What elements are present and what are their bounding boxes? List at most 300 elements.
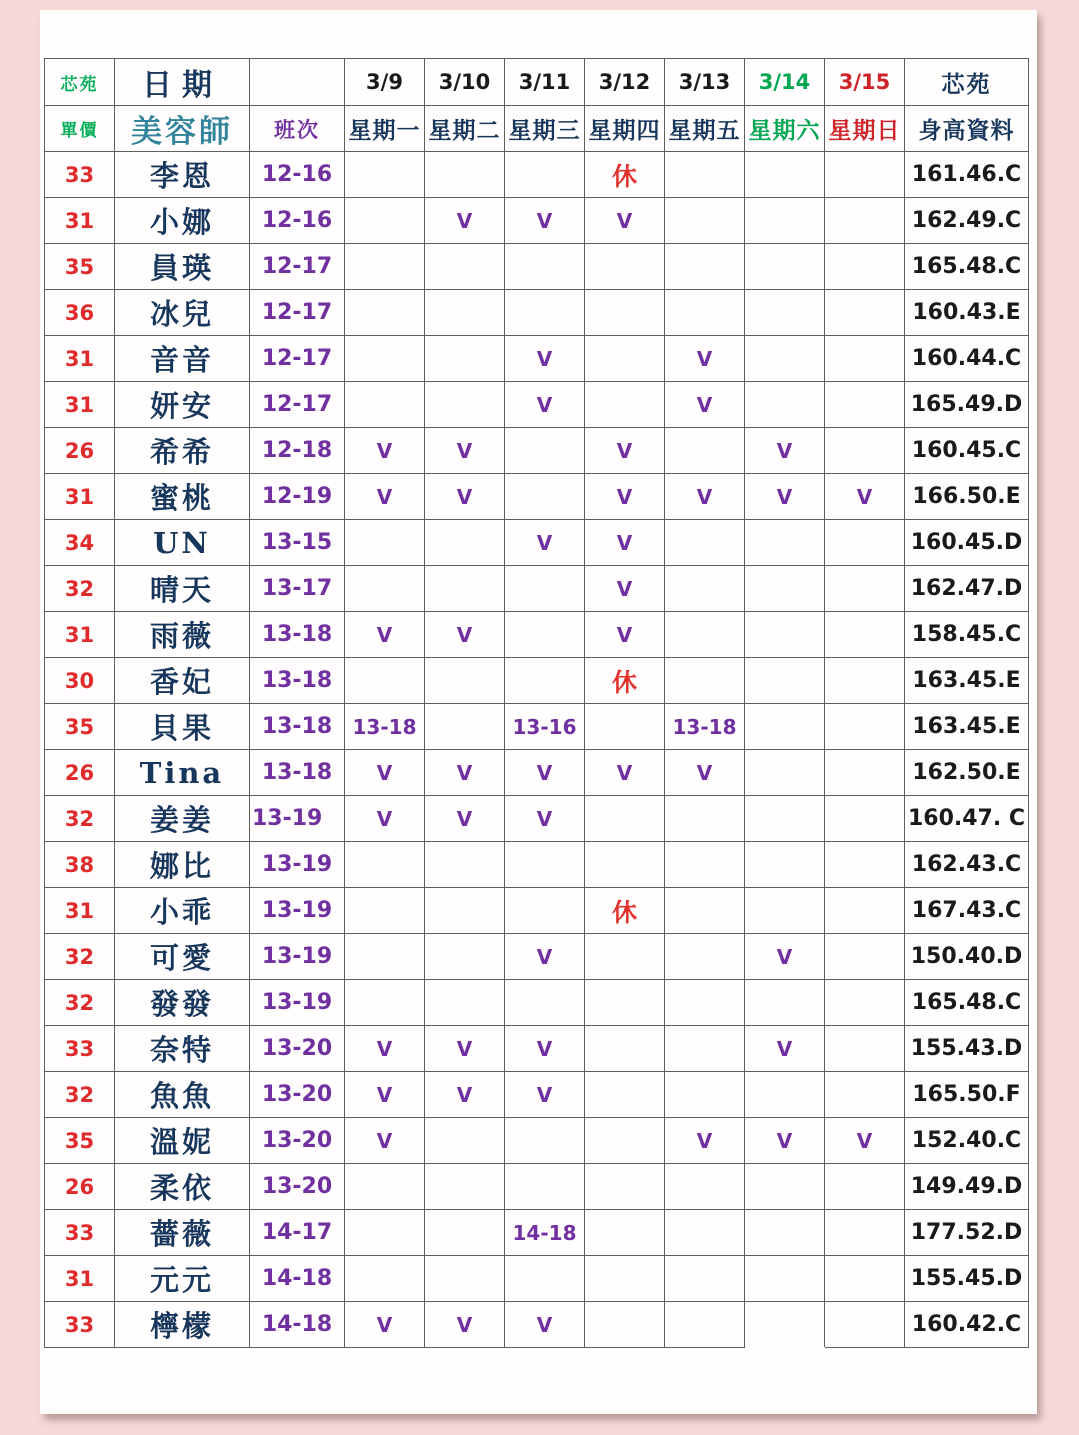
day-cell: V [505, 198, 585, 244]
height-data-cell: 163.45.E [905, 704, 1029, 750]
day-cell [665, 428, 745, 474]
price-cell: 30 [45, 658, 115, 704]
price-cell: 36 [45, 290, 115, 336]
corner-top-left-label: 芯苑 [45, 59, 115, 106]
beautician-name-cell: 奈特 [115, 1026, 250, 1072]
day-cell [745, 1164, 825, 1210]
day-cell: V [345, 428, 425, 474]
schedule-row [45, 842, 1029, 888]
day-cell [505, 428, 585, 474]
shift-cell: 12-17 [250, 382, 345, 428]
schedule-row [45, 474, 1029, 520]
day-cell: V [665, 1118, 745, 1164]
day-cell [585, 980, 665, 1026]
day-cell: V [745, 1026, 825, 1072]
beautician-name-cell: 音音 [115, 336, 250, 382]
beautician-name-cell: 柔依 [115, 1164, 250, 1210]
day-cell: V [425, 1072, 505, 1118]
day-cell [505, 474, 585, 520]
height-data-cell: 162.50.E [905, 750, 1029, 796]
day-cell [745, 290, 825, 336]
date-header-3-9: 3/9 [345, 59, 425, 106]
schedule-row [45, 382, 1029, 428]
day-cell: V [425, 198, 505, 244]
day-cell [825, 1302, 905, 1348]
schedule-row [45, 612, 1029, 658]
beautician-name-cell: 魚魚 [115, 1072, 250, 1118]
day-cell: V [345, 1026, 425, 1072]
day-cell [665, 1026, 745, 1072]
day-cell [745, 704, 825, 750]
beautician-name-cell: 小娜 [115, 198, 250, 244]
day-cell [825, 520, 905, 566]
beautician-name-cell: 貝果 [115, 704, 250, 750]
day-cell [585, 1302, 665, 1348]
day-cell [665, 888, 745, 934]
day-cell [665, 520, 745, 566]
day-cell [825, 428, 905, 474]
day-cell [825, 842, 905, 888]
shift-cell: 13-19 [250, 842, 345, 888]
day-cell [745, 658, 825, 704]
beautician-name-cell: 元元 [115, 1256, 250, 1302]
day-cell [425, 704, 505, 750]
beautician-name-cell: 蜜桃 [115, 474, 250, 520]
height-data-cell: 166.50.E [905, 474, 1029, 520]
day-cell: V [665, 474, 745, 520]
day-cell [745, 566, 825, 612]
day-cell [345, 888, 425, 934]
day-cell [745, 980, 825, 1026]
day-cell [665, 842, 745, 888]
height-data-cell: 160.42.C [905, 1302, 1029, 1348]
day-cell [665, 244, 745, 290]
day-cell [665, 796, 745, 842]
weekday-header-1: 星期一 [345, 106, 425, 152]
day-cell [505, 566, 585, 612]
price-cell: 26 [45, 750, 115, 796]
day-cell: V [745, 1118, 825, 1164]
beautician-name-cell: 冰兒 [115, 290, 250, 336]
day-cell [665, 612, 745, 658]
price-cell: 32 [45, 1072, 115, 1118]
price-cell: 31 [45, 474, 115, 520]
day-cell: V [425, 428, 505, 474]
shift-cell: 13-20 [250, 1164, 345, 1210]
day-cell [505, 152, 585, 198]
price-cell: 33 [45, 1026, 115, 1072]
schedule-row [45, 658, 1029, 704]
day-cell [825, 658, 905, 704]
day-cell [825, 704, 905, 750]
day-cell [345, 152, 425, 198]
day-cell: V [425, 612, 505, 658]
day-cell: V [745, 474, 825, 520]
schedule-row [45, 520, 1029, 566]
day-cell [825, 336, 905, 382]
day-cell [665, 980, 745, 1026]
shift-cell: 13-19 [250, 796, 345, 842]
schedule-row [45, 1072, 1029, 1118]
day-cell [425, 336, 505, 382]
day-cell: V [505, 796, 585, 842]
price-cell: 32 [45, 934, 115, 980]
day-cell [345, 244, 425, 290]
schedule-row [45, 1256, 1029, 1302]
height-data-cell: 160.45.D [905, 520, 1029, 566]
day-cell [745, 842, 825, 888]
day-cell: 休 [585, 152, 665, 198]
day-cell [425, 520, 505, 566]
day-cell [745, 520, 825, 566]
day-cell: 休 [585, 888, 665, 934]
header-row-dates [45, 59, 1029, 106]
beautician-name-cell: UN [115, 520, 250, 566]
schedule-row [45, 888, 1029, 934]
day-cell: V [345, 1302, 425, 1348]
day-cell [745, 1256, 825, 1302]
shift-cell: 12-16 [250, 152, 345, 198]
day-cell: V [505, 382, 585, 428]
price-cell: 33 [45, 152, 115, 198]
shift-cell: 13-18 [250, 658, 345, 704]
beautician-name-cell: 姜姜 [115, 796, 250, 842]
day-cell [345, 566, 425, 612]
schedule-row [45, 244, 1029, 290]
price-cell: 38 [45, 842, 115, 888]
day-cell: V [505, 336, 585, 382]
day-cell [825, 1210, 905, 1256]
schedule-body [45, 152, 1029, 1348]
day-cell: V [585, 520, 665, 566]
price-cell: 31 [45, 336, 115, 382]
height-data-cell: 177.52.D [905, 1210, 1029, 1256]
price-cell: 34 [45, 520, 115, 566]
day-cell [585, 382, 665, 428]
shift-cell: 12-17 [250, 336, 345, 382]
day-cell [505, 1164, 585, 1210]
blank-header-cell [250, 59, 345, 106]
date-header-3-10: 3/10 [425, 59, 505, 106]
day-cell [825, 1026, 905, 1072]
day-cell: 休 [585, 658, 665, 704]
day-cell [425, 566, 505, 612]
shift-header-label: 班次 [250, 106, 345, 152]
beautician-name-cell: 薔薇 [115, 1210, 250, 1256]
day-cell [425, 152, 505, 198]
schedule-table [44, 58, 1029, 1348]
day-cell: V [425, 474, 505, 520]
shift-cell: 13-18 [250, 704, 345, 750]
day-cell [505, 842, 585, 888]
day-cell [425, 1164, 505, 1210]
day-cell [425, 842, 505, 888]
beautician-name-cell: 李恩 [115, 152, 250, 198]
day-cell [345, 658, 425, 704]
day-cell [585, 1026, 665, 1072]
schedule-row [45, 934, 1029, 980]
shift-cell: 13-20 [250, 1026, 345, 1072]
day-cell: V [505, 1026, 585, 1072]
day-cell [345, 842, 425, 888]
date-header-3-14: 3/14 [745, 59, 825, 106]
day-cell [505, 612, 585, 658]
shift-cell: 13-17 [250, 566, 345, 612]
price-cell: 35 [45, 1118, 115, 1164]
day-cell [505, 290, 585, 336]
schedule-row [45, 980, 1029, 1026]
day-cell: V [505, 520, 585, 566]
weekday-header-7: 星期日 [825, 106, 905, 152]
day-cell [745, 796, 825, 842]
shift-cell: 13-18 [250, 612, 345, 658]
beautician-name-cell: 溫妮 [115, 1118, 250, 1164]
weekday-header-5: 星期五 [665, 106, 745, 152]
beautician-name-cell: 香妃 [115, 658, 250, 704]
shift-cell: 13-20 [250, 1072, 345, 1118]
schedule-row [45, 1302, 1029, 1348]
day-cell: V [585, 612, 665, 658]
day-cell: V [505, 1072, 585, 1118]
shift-cell: 13-20 [250, 1118, 345, 1164]
height-header-label: 身高資料 [905, 106, 1029, 152]
shift-cell: 12-16 [250, 198, 345, 244]
day-cell [825, 796, 905, 842]
day-cell [825, 566, 905, 612]
day-cell [585, 934, 665, 980]
day-cell [585, 796, 665, 842]
day-cell [585, 244, 665, 290]
day-cell [345, 1256, 425, 1302]
shift-cell: 14-18 [250, 1256, 345, 1302]
day-cell [585, 290, 665, 336]
day-cell: V [505, 1302, 585, 1348]
date-header-label: 日期 [115, 59, 250, 106]
day-cell [825, 888, 905, 934]
schedule-row [45, 198, 1029, 244]
height-data-cell: 160.47. C [905, 796, 1029, 842]
height-data-cell: 163.45.E [905, 658, 1029, 704]
day-cell [345, 198, 425, 244]
day-cell [585, 704, 665, 750]
day-cell [825, 198, 905, 244]
corner-top-right-label: 芯苑 [905, 59, 1029, 106]
day-cell [745, 152, 825, 198]
day-cell [665, 566, 745, 612]
price-header-label: 單價 [45, 106, 115, 152]
height-data-cell: 158.45.C [905, 612, 1029, 658]
day-cell: V [505, 934, 585, 980]
day-cell [505, 244, 585, 290]
height-data-cell: 165.50.F [905, 1072, 1029, 1118]
day-cell: 14-18 [505, 1210, 585, 1256]
day-cell: V [425, 1026, 505, 1072]
beautician-name-cell: 雨薇 [115, 612, 250, 658]
day-cell [585, 1164, 665, 1210]
day-cell [425, 1256, 505, 1302]
day-cell [345, 520, 425, 566]
shift-cell: 13-19 [250, 980, 345, 1026]
day-cell [345, 382, 425, 428]
day-cell [425, 382, 505, 428]
height-data-cell: 162.43.C [905, 842, 1029, 888]
day-cell [745, 1302, 825, 1348]
day-cell [825, 382, 905, 428]
height-data-cell: 165.49.D [905, 382, 1029, 428]
beautician-name-cell: 希希 [115, 428, 250, 474]
day-cell: V [345, 796, 425, 842]
price-cell: 35 [45, 704, 115, 750]
day-cell [425, 888, 505, 934]
schedule-row [45, 290, 1029, 336]
schedule-row [45, 566, 1029, 612]
day-cell [425, 1210, 505, 1256]
day-cell [345, 1164, 425, 1210]
height-data-cell: 167.43.C [905, 888, 1029, 934]
day-cell: V [345, 474, 425, 520]
day-cell [505, 888, 585, 934]
day-cell [585, 1118, 665, 1164]
day-cell: V [345, 612, 425, 658]
day-cell [665, 934, 745, 980]
shift-cell: 12-19 [250, 474, 345, 520]
day-cell: V [745, 934, 825, 980]
shift-cell: 13-18 [250, 750, 345, 796]
price-cell: 31 [45, 612, 115, 658]
day-cell [345, 290, 425, 336]
shift-cell: 13-15 [250, 520, 345, 566]
day-cell [825, 244, 905, 290]
day-cell [345, 980, 425, 1026]
day-cell [505, 1118, 585, 1164]
day-cell [745, 198, 825, 244]
day-cell [585, 1072, 665, 1118]
day-cell: V [665, 750, 745, 796]
day-cell: V [425, 750, 505, 796]
day-cell [425, 934, 505, 980]
day-cell [665, 1302, 745, 1348]
day-cell [425, 980, 505, 1026]
beautician-header-label: 美容師 [115, 106, 250, 152]
schedule-row [45, 796, 1029, 842]
day-cell [825, 1072, 905, 1118]
weekday-header-2: 星期二 [425, 106, 505, 152]
day-cell: V [585, 428, 665, 474]
price-cell: 35 [45, 244, 115, 290]
day-cell [505, 1256, 585, 1302]
day-cell [825, 1164, 905, 1210]
day-cell [665, 290, 745, 336]
shift-cell: 12-17 [250, 290, 345, 336]
height-data-cell: 161.46.C [905, 152, 1029, 198]
schedule-row [45, 1210, 1029, 1256]
date-header-3-15: 3/15 [825, 59, 905, 106]
day-cell: V [825, 1118, 905, 1164]
day-cell [585, 1256, 665, 1302]
price-cell: 26 [45, 428, 115, 474]
day-cell [745, 750, 825, 796]
schedule-row [45, 1118, 1029, 1164]
day-cell [745, 612, 825, 658]
day-cell: V [585, 198, 665, 244]
day-cell [825, 934, 905, 980]
price-cell: 32 [45, 980, 115, 1026]
day-cell [825, 290, 905, 336]
day-cell: V [345, 1118, 425, 1164]
shift-cell: 12-17 [250, 244, 345, 290]
day-cell [425, 1118, 505, 1164]
day-cell [825, 750, 905, 796]
height-data-cell: 155.45.D [905, 1256, 1029, 1302]
shift-cell: 12-18 [250, 428, 345, 474]
day-cell [745, 336, 825, 382]
height-data-cell: 152.40.C [905, 1118, 1029, 1164]
day-cell: V [425, 796, 505, 842]
day-cell: V [825, 474, 905, 520]
day-cell: V [505, 750, 585, 796]
day-cell [425, 658, 505, 704]
beautician-name-cell: 員瑛 [115, 244, 250, 290]
day-cell: V [745, 428, 825, 474]
shift-cell: 13-19 [250, 934, 345, 980]
schedule-sheet [40, 10, 1037, 1414]
header-row-weekdays [45, 106, 1029, 152]
day-cell [425, 244, 505, 290]
shift-cell: 14-17 [250, 1210, 345, 1256]
day-cell: V [345, 750, 425, 796]
height-data-cell: 165.48.C [905, 244, 1029, 290]
price-cell: 33 [45, 1302, 115, 1348]
day-cell [505, 658, 585, 704]
beautician-name-cell: 娜比 [115, 842, 250, 888]
height-data-cell: 155.43.D [905, 1026, 1029, 1072]
day-cell [825, 152, 905, 198]
day-cell [745, 1072, 825, 1118]
day-cell: V [665, 336, 745, 382]
day-cell [745, 244, 825, 290]
date-header-3-12: 3/12 [585, 59, 665, 106]
price-cell: 33 [45, 1210, 115, 1256]
day-cell [745, 382, 825, 428]
day-cell [665, 1210, 745, 1256]
day-cell [745, 888, 825, 934]
day-cell: 13-18 [665, 704, 745, 750]
schedule-row [45, 704, 1029, 750]
beautician-name-cell: 檸檬 [115, 1302, 250, 1348]
height-data-cell: 150.40.D [905, 934, 1029, 980]
height-data-cell: 149.49.D [905, 1164, 1029, 1210]
weekday-header-6: 星期六 [745, 106, 825, 152]
price-cell: 32 [45, 566, 115, 612]
day-cell [665, 198, 745, 244]
price-cell: 31 [45, 1256, 115, 1302]
schedule-row [45, 428, 1029, 474]
day-cell [585, 336, 665, 382]
day-cell: V [665, 382, 745, 428]
day-cell [345, 1210, 425, 1256]
day-cell: V [345, 1072, 425, 1118]
day-cell [585, 1210, 665, 1256]
day-cell [745, 1210, 825, 1256]
day-cell [665, 1256, 745, 1302]
day-cell: 13-16 [505, 704, 585, 750]
beautician-name-cell: 發發 [115, 980, 250, 1026]
beautician-name-cell: Tina [115, 750, 250, 796]
day-cell [425, 290, 505, 336]
height-data-cell: 160.44.C [905, 336, 1029, 382]
day-cell [825, 980, 905, 1026]
date-header-3-11: 3/11 [505, 59, 585, 106]
